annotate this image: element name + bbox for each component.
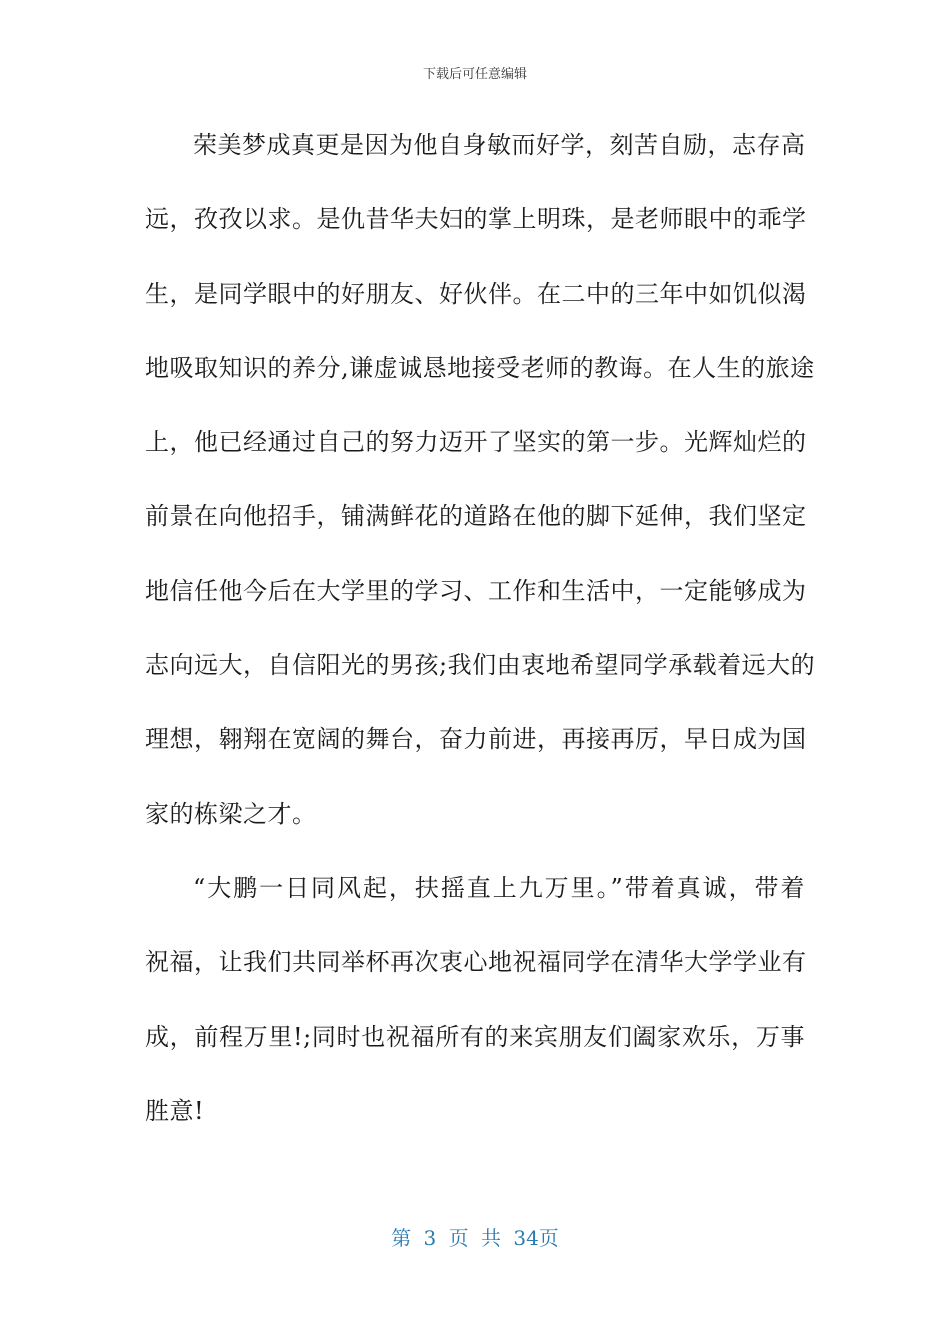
- text-line: 志向远大，自信阳光的男孩;我们由衷地希望同学承载着远大的: [145, 651, 816, 680]
- text-line: 祝福，让我们共同举杯再次衷心地祝福同学在清华大学学业有: [145, 948, 807, 977]
- text-line: 地信任他今后在大学里的学习、工作和生活中，一定能够成为: [145, 576, 807, 605]
- text-line: 胜意!: [145, 1096, 205, 1125]
- document-body: [145, 108, 816, 1148]
- text-line: 荣美梦成真更是因为他自身敏而好学，刻苦自励，志存高: [193, 131, 806, 159]
- text-line: 生，是同学眼中的好朋友、好伙伴。在二中的三年中如饥似渴: [145, 279, 807, 308]
- paragraph: [145, 851, 805, 1148]
- text-line: 家的栋梁之才。: [145, 799, 317, 828]
- paragraph: [145, 108, 816, 851]
- text-line: “大鹏一日同风起，扶摇直上九万里。”带着真诚，带着: [193, 873, 805, 902]
- text-line: 前景在向他招手，铺满鲜花的道路在他的脚下延伸，我们坚定: [145, 502, 807, 531]
- text-line: 地吸取知识的养分,谦虚诚恳地接受老师的教诲。在人生的旅途: [145, 353, 815, 382]
- text-line: 远，孜孜以求。是仇昔华夫妇的掌上明珠，是老师眼中的乖学: [145, 205, 807, 234]
- text-line: 理想，翱翔在宽阔的舞台，奋力前进，再接再厉，早日成为国: [145, 725, 807, 754]
- text-line: 上，他已经通过自己的努力迈开了坚实的第一步。光辉灿烂的: [145, 428, 807, 457]
- text-line: 成，前程万里!;同时也祝福所有的来宾朋友们阖家欢乐，万事: [145, 1022, 805, 1051]
- page-number: 第 3 页 共 34页: [391, 1226, 559, 1250]
- page-header: 下载后可任意编辑: [422, 67, 527, 82]
